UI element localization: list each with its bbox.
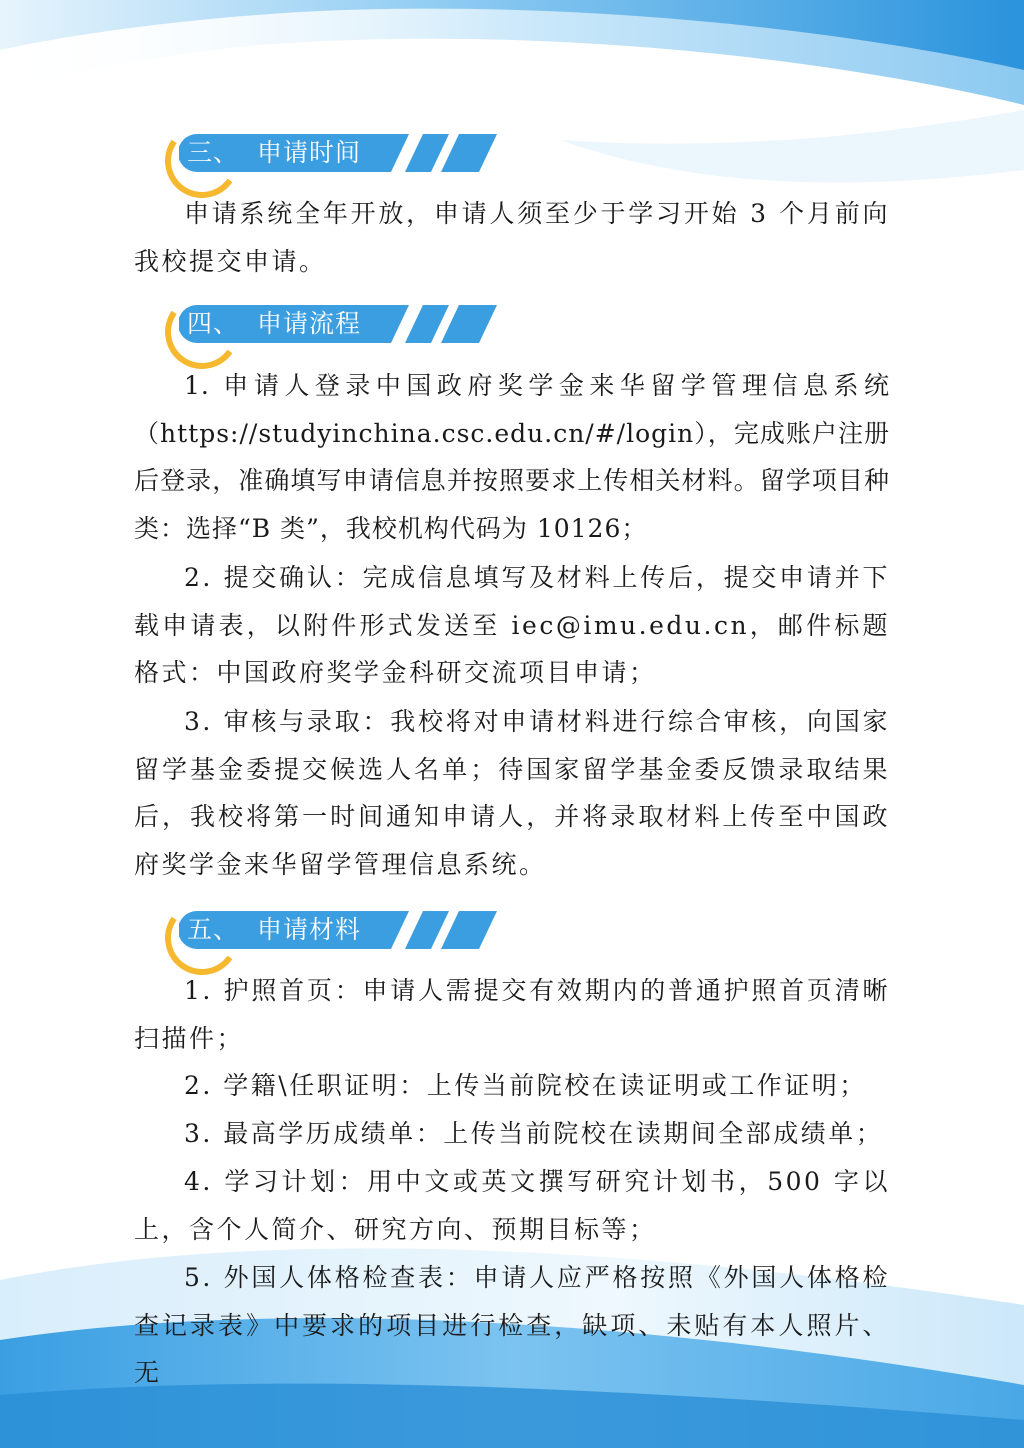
paragraph: 2. 学籍\任职证明：上传当前院校在读证明或工作证明； [184, 1071, 867, 1100]
paragraph: 3. 最高学历成绩单：上传当前院校在读期间全部成绩单； [184, 1119, 884, 1148]
section-number: 三、 [187, 138, 240, 167]
section-number: 五、 [187, 915, 240, 944]
section-title: 申请流程 [257, 309, 362, 338]
section-title: 申请时间 [257, 138, 362, 167]
paragraph: 3. 审核与录取：我校将对申请材料进行综合审核，向国家留学基金委提交候选人名单；待国家留学基金委反馈录取结果后，我校将第一时间通知申请人，并将录取材料上传至中国政府奖学金来华留学管理信息系统。 [134, 707, 890, 879]
paragraph: 5. 外国人体格检查表：申请人应严格按照《外国人体格检查记录表》中要求的项目进行检查，缺项、未贴有本人照片、无 [134, 1263, 890, 1387]
paragraph: 申请系统全年开放，申请人须至少于学习开始 3 个月前向我校提交申请。 [134, 199, 890, 276]
paragraph: 2. 提交确认：完成信息填写及材料上传后，提交申请并下载申请表，以附件形式发送至 iec@imu.edu.cn，邮件标题格式：中国政府奖学金科研交流项目申请； [134, 563, 890, 687]
paragraph: 4. 学习计划：用中文或英文撰写研究计划书，500 字以上，含个人简介、研究方向、预期目标等； [134, 1167, 890, 1244]
section-title: 申请材料 [257, 915, 362, 944]
paragraph: 1. 护照首页：申请人需提交有效期内的普通护照首页清晰扫描件； [134, 976, 890, 1053]
section-number: 四、 [187, 309, 240, 338]
paragraph: 1. 申请人登录中国政府奖学金来华留学管理信息系统（https://studyinchina.csc.edu.cn/#/login），完成账户注册后登录，准确填写申请信息并按照要求上传相关材料。留学项目种类：选择“B 类”，我校机构代码为 10126； [134, 371, 890, 543]
